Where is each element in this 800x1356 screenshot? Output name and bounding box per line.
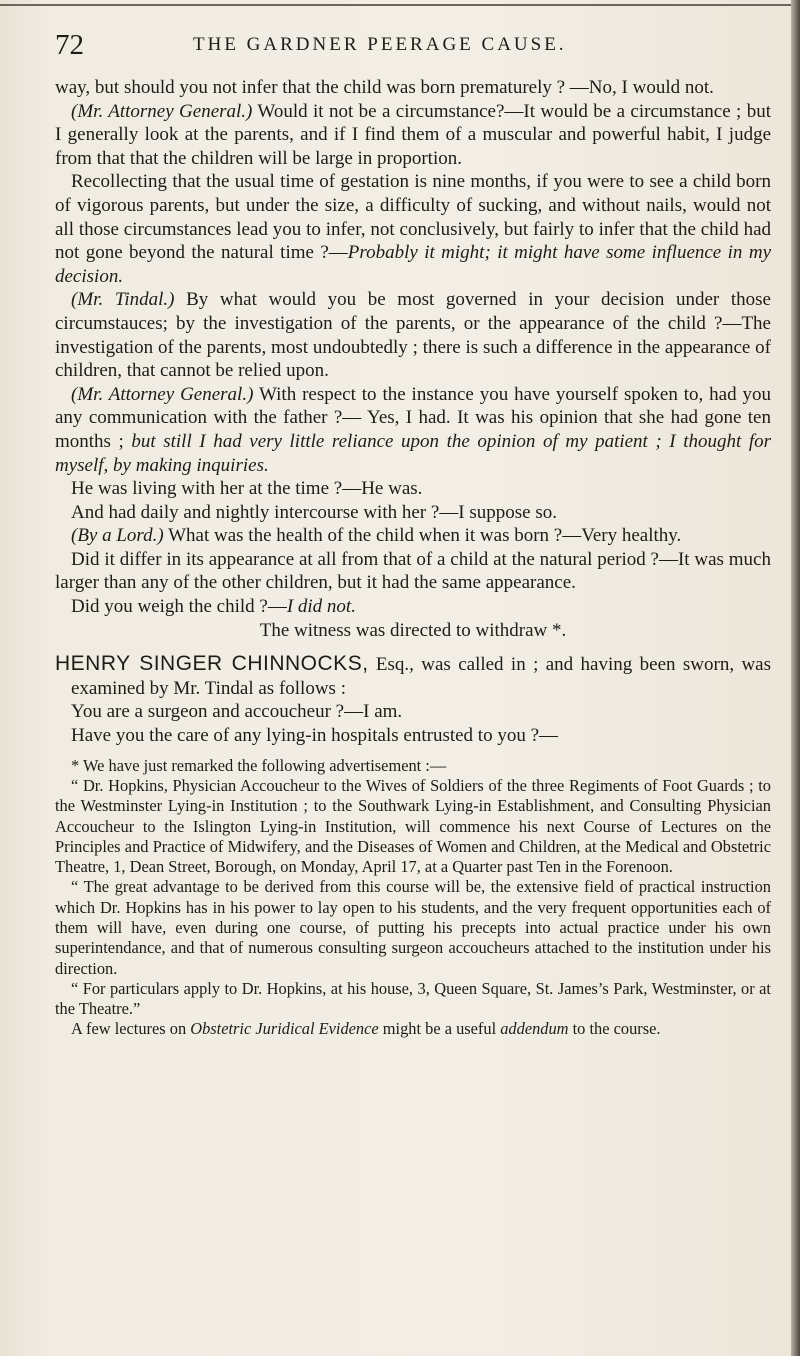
footnote-paragraph: * We have just remarked the following advertisement :—: [71, 755, 447, 775]
footnote-paragraph: [55, 1019, 771, 1039]
paragraph: [55, 76, 771, 100]
paragraph: [55, 170, 771, 288]
paragraph: [55, 524, 771, 548]
page-body: [55, 76, 771, 1040]
running-title: THE GARDNER PEERAGE CAUSE.: [193, 34, 567, 55]
italic-answer: Probably it might; it might have some influence in my decision.: [55, 242, 771, 287]
paragraph-text: What was the health of the child when it was born ?—Very healthy.: [163, 525, 682, 547]
footnote: [55, 756, 771, 1040]
paragraph-text: Have you the care of any lying-in hospitals entrusted to you ?—: [71, 725, 559, 747]
footnote-paragraph: “ Dr. Hopkins, Physician Accoucheur to the Wives of Soldiers of the three Regiments of Foot Guards ; to the Westminster Lying-in Institution ; to the Southwark Lying-in Establishment, and Consulting Physician Accoucheur to the Islington Lying-in Institution, will commence his next Course of Lectures on the Principles and Practice of Midwifery, and the Diseases of Women and Children, at the Medical and Obstetric Theatre, 1, Dean Street, Borough, on Monday, April 17, at a Quarter past Ten in the Forenoon.: [55, 775, 771, 877]
paragraph-text: Did it differ in its appearance at all from that of a child at the natural period ?—It was much larger than any of the other children, but it had the same appearance.: [55, 548, 771, 594]
italic-title: Obstetric Juridical Evidence: [190, 1019, 379, 1039]
witness-intro: [55, 652, 771, 700]
speaker-label: (Mr. Attorney General.): [71, 383, 254, 405]
paragraph: [55, 100, 771, 171]
paragraph: [55, 595, 771, 619]
page-top-rule: [0, 4, 800, 6]
speaker-label: (Mr. Tindal.): [71, 289, 175, 311]
paragraph-text: He was living with her at the time ?—He was.: [71, 478, 423, 500]
footnote-text: A few lectures on: [71, 1019, 191, 1039]
paragraph-text: Recollecting that the usual time of gestation is nine months, if you were to see a child born of vigorous parents, but under the size, a difficulty of sucking, and without nails, would not all those circumstances lead you to infer, not conclusively, but fairly to infer that the child had not gone beyond the natural time ?—: [55, 171, 771, 264]
paragraph-text: With respect to the instance you have yourself spoken to, had you any communication with the father ?— Yes, I had. It was his opinion that she had gone ten months ;: [55, 383, 771, 452]
paragraph-text: way, but should you not infer that the child was born prematurely ? —No, I would not.: [55, 77, 714, 98]
paragraph: [55, 700, 771, 724]
paragraph: [55, 477, 771, 501]
paragraph: [55, 383, 771, 477]
paragraph: [55, 288, 771, 382]
speaker-label: (Mr. Attorney General.): [71, 100, 253, 122]
speaker-label: (By a Lord.): [71, 525, 164, 547]
paragraph: [55, 619, 771, 643]
paragraph-text: Did you weigh the child ?—: [71, 596, 287, 618]
paragraph-text: Esq., was called in ; and having been sworn, was examined by Mr. Tindal as follows :: [71, 654, 771, 699]
page-edge-shadow: [791, 0, 800, 1356]
witness-name: HENRY SINGER CHINNOCKS,: [55, 652, 369, 676]
paragraph-text: The witness was directed to withdraw *.: [259, 619, 567, 641]
italic-answer: but still I had very little reliance upon the opinion of my patient ; I thought for myself, by making inquiries.: [55, 430, 771, 476]
footnote-paragraph: “ For particulars apply to Dr. Hopkins, at his house, 3, Queen Square, St. James’s Park, Westminster, or at the Theatre.”: [55, 978, 771, 1019]
paragraph-text: And had daily and nightly intercourse with her ?—I suppose so.: [71, 501, 557, 523]
footnote-text: to the course.: [568, 1019, 661, 1039]
page-header: [55, 28, 740, 62]
footnote-text: might be a useful: [378, 1019, 501, 1039]
italic-answer: I did not.: [286, 596, 356, 618]
paragraph: [55, 501, 771, 525]
paragraph: [55, 724, 771, 748]
footnote-paragraph: “ The great advantage to be derived from this course will be, the extensive field of practical instruction which Dr. Hopkins has in his power to lay open to his students, and the very frequent opportunities each of them will have, even during one course, of putting his precepts into actual practice under his own superintendance, and that of numerous consulting surgeon accoucheurs attached to the institution under his direction.: [55, 877, 771, 978]
italic-word: addendum: [500, 1019, 569, 1039]
paragraph: [55, 548, 771, 595]
paragraph-text: By what would you be most governed in your decision under those circumstauces; by the investigation of the parents, or the appearance of the child ?—The investigation of the parents, most undoubtedly ; there is such a difference in the appearance of children, that cannot be relied upon.: [55, 289, 771, 382]
paragraph-text: You are a surgeon and accoucheur ?—I am.: [71, 701, 403, 723]
page-number: 72: [55, 29, 84, 61]
paragraph-text: Would it not be a circumstance?—It would be a circumstance ; but I generally look at the parents, and if I find them of a muscular and powerful habit, I judge from that that the children will be large in proportion.: [55, 100, 771, 169]
